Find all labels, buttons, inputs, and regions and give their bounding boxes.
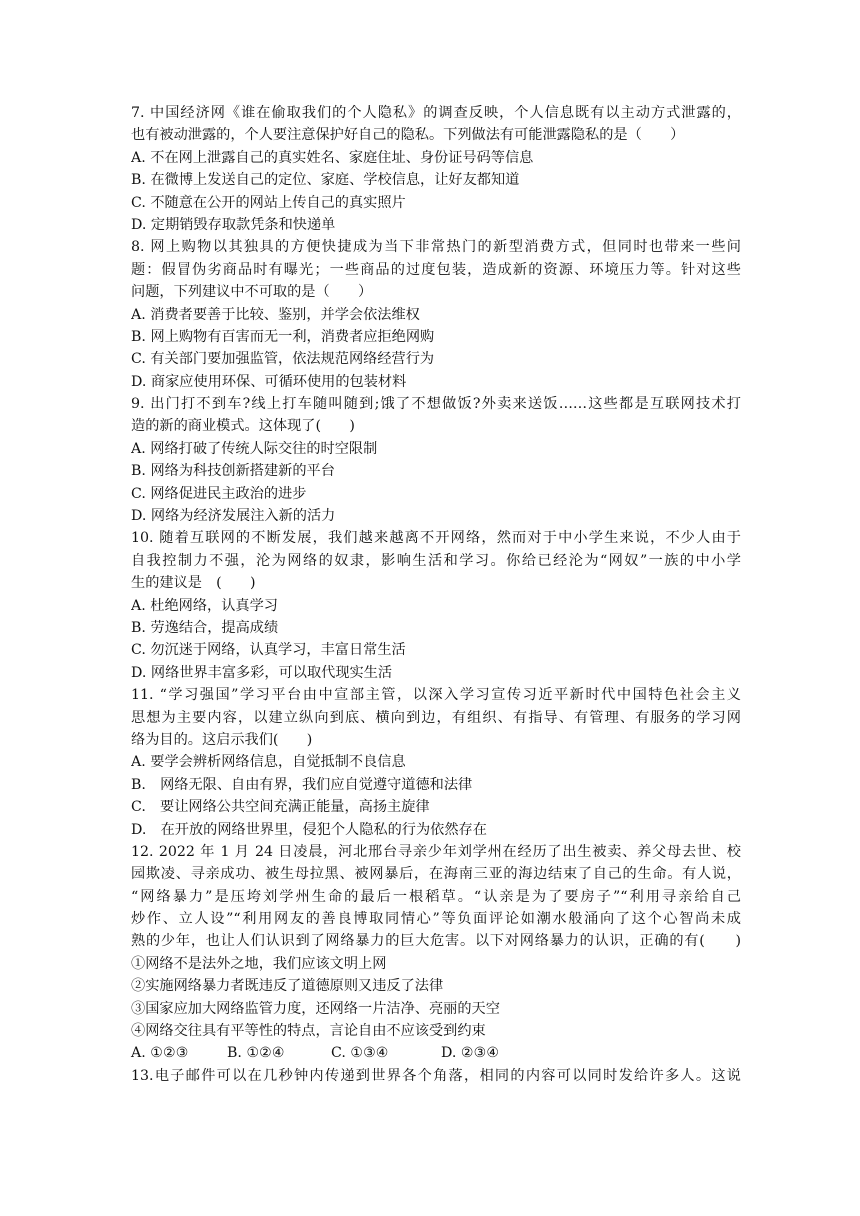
question-stem-line: 11. “学习强国”学习平台由中宣部主管，以深入学习宣传习近平新时代中国特色社会主义 [131,687,741,704]
option-b: B. 网络无限、自由有界，我们应自觉遵守道德和法律 [131,776,473,793]
choice-b: B. ①②④ [227,1045,285,1062]
question-stem-line: 9. 出门打不到车?线上打车随叫随到;饿了不想做饭?外卖来送饭……这些都是互联网技术打 [131,396,741,413]
option-a: A. 不在网上泄露自己的真实姓名、家庭住址、身份证号码等信息 [131,149,534,166]
choice-c: C. ①③④ [331,1045,389,1062]
option-b: B. 网络为科技创新搭建新的平台 [131,463,335,480]
question-stem-line: 也有被动泄露的，个人要注意保护好自己的隐私。下列做法有可能泄露隐私的是（ ） [131,127,685,144]
question-stem-line: 7. 中国经济网《谁在偷取我们的个人隐私》的调查反映，个人信息既有以主动方式泄露的， [131,105,741,121]
question-stem-line: 8. 网上购物以其独具的方便快捷成为当下非常热门的新型消费方式，但同时也带来一些问 [131,239,741,256]
question-stem-line: 熟的少年，也让人们认识到了网络暴力的巨大危害。以下对网络暴力的认识，正确的有( ) [131,933,741,950]
question-stem-line: 题：假冒伪劣商品时有曝光；一些商品的过度包装，造成新的资源、环境压力等。针对这些 [131,261,741,278]
question-stem-line: 造的新的商业模式。这体现了( ) [131,418,355,435]
option-a: A. 网络打破了传统人际交往的时空限制 [131,440,378,457]
option-c: C. 不随意在公开的网站上传自己的真实照片 [131,194,406,211]
statement-2: ②实施网络暴力者既违反了道德原则又违反了法律 [131,978,444,995]
question-stem-line: 络为目的。这启示我们( ) [131,731,313,748]
option-b: B. 劳逸结合，提高成绩 [131,619,279,636]
option-d: D. 网络世界丰富多彩，可以取代现实生活 [131,664,393,681]
question-8 [131,236,741,393]
choice-row [131,1042,741,1064]
question-7 [131,102,741,236]
statement-4: ④网络交往具有平等性的特点，言论自由不应该受到约束 [131,1023,486,1040]
choice-a: A. ①②③ [131,1045,189,1062]
option-d: D. 商家应使用环保、可循环使用的包装材料 [131,373,407,390]
question-stem-line: 12. 2022 年 1 月 24 日凌晨，河北邢台寻亲少年刘学州在经历了出生被卖、养父母去世、校 [131,843,741,860]
question-10 [131,527,741,684]
option-b: B. 网上购物有百害而无一利，消费者应拒绝网购 [131,328,435,345]
question-12 [131,841,741,1065]
option-d: D. 定期销毁存取款凭条和快递单 [131,216,336,233]
question-9 [131,393,741,527]
question-11 [131,684,741,841]
question-stem-line: 10. 随着互联网的不断发展，我们越来越离不开网络，然而对于中小学生来说，不少人由于 [131,530,741,547]
option-b: B. 在微博上发送自己的定位、家庭、学校信息，让好友都知道 [131,172,520,189]
option-d: D. 在开放的网络世界里，侵犯个人隐私的行为依然存在 [131,821,487,838]
question-stem-line: 园欺凌、寻亲成功、被生母拉黑、被网暴后，在海南三亚的海边结束了自己的生命。有人说， [131,866,741,883]
option-c: C. 有关部门要加强监管，依法规范网络经营行为 [131,351,435,368]
option-a: A. 消费者要善于比较、鉴别，并学会依法维权 [131,306,420,323]
statement-3: ③国家应加大网络监管力度，还网络一片洁净、亮丽的天空 [131,1000,500,1017]
exam-page [131,102,741,1087]
option-a: A. 杜绝网络，认真学习 [131,597,278,614]
option-c: C. 勿沉迷于网络，认真学习，丰富日常生活 [131,642,406,659]
option-a: A. 要学会辨析网络信息，自觉抵制不良信息 [131,754,406,771]
question-stem-line: 问题，下列建议中不可取的是（ ） [131,284,373,301]
question-13 [131,1065,741,1087]
question-stem-line: 炒作、立人设”“利用网友的善良博取同情心”等负面评论如潮水般涌向了这个心智尚未成 [131,911,741,928]
question-stem-line: 13.电子邮件可以在几秒钟内传递到世界各个角落，相同的内容可以同时发给许多人。这说 [131,1067,741,1084]
question-stem-line: 思想为主要内容，以建立纵向到底、横向到边，有组织、有指导、有管理、有服务的学习网 [131,709,741,726]
option-c: C. 网络促进民主政治的进步 [131,485,307,502]
choice-d: D. ②③④ [441,1045,500,1062]
question-stem-line: 自我控制力不强，沦为网络的奴隶，影响生活和学习。你给已经沦为“网奴”一族的中小学 [131,552,741,569]
question-stem-line: “网络暴力”是压垮刘学州生命的最后一根稻草。“认亲是为了要房子”“利用寻亲给自己 [131,888,741,905]
option-d: D. 网络为经济发展注入新的活力 [131,508,336,525]
option-c: C. 要让网络公共空间充满正能量，高扬主旋律 [131,799,430,816]
question-stem-line: 生的建议是 ( ) [131,575,256,592]
statement-1: ①网络不是法外之地，我们应该文明上网 [131,955,387,972]
